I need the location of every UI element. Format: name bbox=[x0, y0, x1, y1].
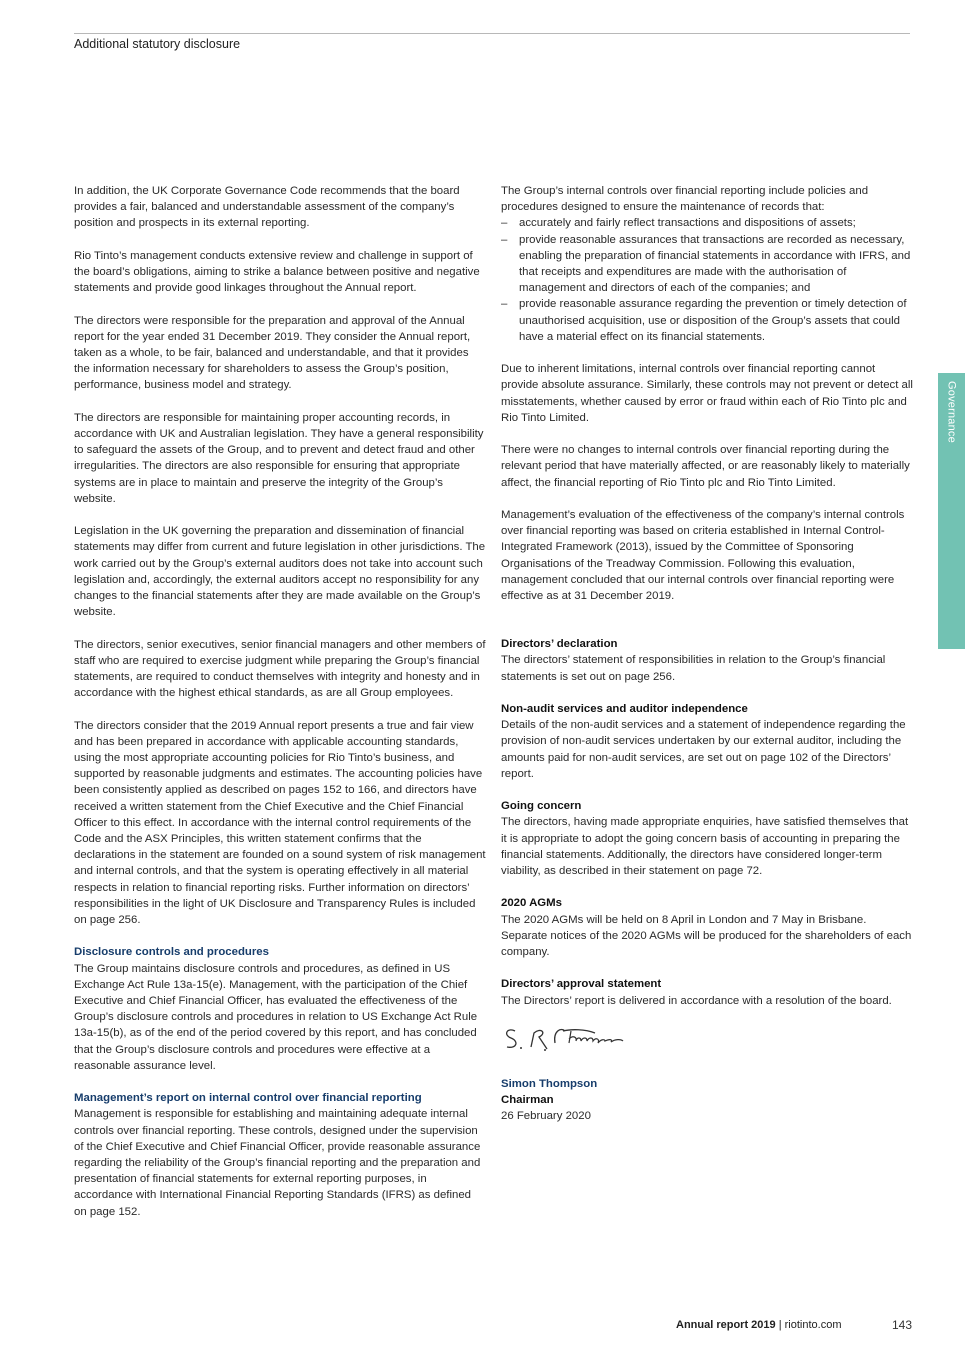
signatory-title: Chairman bbox=[501, 1094, 554, 1107]
paragraph: Rio Tinto’s management conducts extensive review and challenge in support of the board’s obligations, aiming to strike a balance between positive and negative statements and provide good linkages throughout the Annual report. bbox=[74, 249, 480, 295]
page-header-title: Additional statutory disclosure bbox=[74, 37, 241, 51]
governance-side-tab bbox=[938, 373, 965, 649]
approval-statement-text: The Directors’ report is delivered in accordance with a resolution of the board. bbox=[501, 994, 892, 1007]
agms-text: The 2020 AGMs will be held on 8 April in London and 7 May in Brisbane. Separate notices of the 2020 AGMs will be produced for the shareholders of each company. bbox=[501, 913, 912, 959]
signatory-name: Simon Thompson bbox=[501, 1078, 598, 1091]
internal-controls-list bbox=[501, 215, 913, 345]
paragraph: Due to inherent limitations, internal controls over financial reporting cannot provide absolute assurance. Similarly, these controls may not prevent or detect all misstatements, whether caused by error or fraud within each of Rio Tinto plc and Rio Tinto Limited. bbox=[501, 363, 913, 424]
page-number: 143 bbox=[892, 1318, 913, 1332]
header-rule bbox=[74, 33, 910, 34]
list-item: – provide reasonable assurances that transactions are recorded as necessary, enabling the preparation of financial statements in accordance with IFRS, and that receipts and expenditures are made with the authorisation of management and directors of each of the companies; and bbox=[501, 232, 913, 297]
paragraph: Legislation in the UK governing the preparation and dissemination of financial statements may differ from current and future legislation in other jurisdictions. The work carried out by the Group’s external auditors does not take into account such legislation and, accordingly, the external auditors accept no responsibility for any changes to the financial statements after they are made available on the Group’s website. bbox=[74, 525, 486, 619]
management-report-text: Management is responsible for establishing and maintaining adequate internal controls over financial reporting. These controls, designed under the supervision of the Chief Executive and Chief Financial Officer, provide reasonable assurance regarding the reliability of the Group’s financial reporting and the preparation and presentation of financial statements for external reporting purposes, in accordance with International Financial Reporting Standards (IFRS) as defined on page 152. bbox=[74, 1108, 481, 1218]
directors-declaration-text: The directors’ statement of responsibilities in relation to the Group’s financial statements is set out on page 256. bbox=[501, 654, 886, 683]
agms-heading: 2020 AGMs bbox=[501, 897, 562, 910]
footer-report-title: Annual report 2019 bbox=[676, 1319, 776, 1331]
paragraph: The directors were responsible for the preparation and approval of the Annual report for the year ended 31 December 2019. They consider the Annual report, taken as a whole, to be fair, balanced and understandable, and that it provides the information necessary for shareholders to assess the Group’s position, performance, business model and strategy. bbox=[74, 314, 471, 392]
management-report-heading: Management’s report on internal control over financial reporting bbox=[74, 1092, 422, 1105]
list-item: – provide reasonable assurance regarding the prevention or timely detection of unauthorised acquisition, use or disposition of the Group’s assets that could have a material effect on its financial statements. bbox=[501, 296, 913, 345]
disclosure-controls-text: The Group maintains disclosure controls and procedures, as defined in US Exchange Act Rule 13a-15(e). Management, with the participation of the Chief Executive and Chief Financial Officer, has evaluated the effectiveness of the Group’s disclosure controls and procedures in relation to US Exchange Act Rule 13a-15(b), as of the end of the period covered by this report, and has concluded that the Group’s disclosure controls and procedures were effective at a reasonable assurance level. bbox=[74, 962, 478, 1072]
non-audit-services-heading: Non-audit services and auditor independence bbox=[501, 703, 748, 716]
approval-statement-heading: Directors’ approval statement bbox=[501, 978, 662, 991]
signature-image bbox=[501, 1017, 641, 1057]
going-concern-text: The directors, having made appropriate enquiries, have satisfied themselves that it is appropriate to adopt the going concern basis of accounting in preparing the financial statements. Additionally, the directors have considered longer-term viability, as described in their statement on page 72. bbox=[501, 816, 909, 878]
paragraph: There were no changes to internal controls over financial reporting during the relevant period that have materially affected, or are reasonably likely to materially affect, the financial reporting of Rio Tinto plc and Rio Tinto Limited. bbox=[501, 444, 910, 489]
paragraph: In addition, the UK Corporate Governance Code recommends that the board provides a fair, balanced and understandable assessment of the company’s position and prospects in its external reporting. bbox=[74, 185, 460, 230]
footer-report bbox=[676, 1319, 841, 1331]
list-item: – accurately and fairly reflect transactions and dispositions of assets; bbox=[501, 215, 913, 231]
paragraph: The directors, senior executives, senior financial managers and other members of staff who are required to exercise judgment while preparing the Group’s financial statements, are required to conduct themselves with integrity and honesty and in accordance with the highest ethical standards, as are all Group employees. bbox=[74, 638, 486, 700]
going-concern-heading: Going concern bbox=[501, 800, 582, 813]
non-audit-services-text: Details of the non-audit services and a statement of independence regarding the provision of non-audit services undertaken by our external auditor, including the amounts paid for non-audit services, are set out on page 102 of the Directors’ report. bbox=[501, 719, 906, 780]
paragraph: The directors are responsible for maintaining proper accounting records, in accordance with UK and Australian legislation. They have a general responsibility to safeguard the assets of the Group, and to prevent and detect fraud and other irregularities. The directors are also responsible for ensuring that appropriate systems are in place to maintain and preserve the integrity of the Group’s website. bbox=[74, 411, 484, 505]
right-column bbox=[501, 183, 913, 1125]
footer-separator: | bbox=[775, 1319, 785, 1331]
left-column bbox=[74, 183, 486, 1236]
disclosure-controls-heading: Disclosure controls and procedures bbox=[74, 946, 269, 959]
side-tab-label: Governance bbox=[945, 381, 958, 443]
paragraph: The directors consider that the 2019 Annual report presents a true and fair view and has been prepared in accordance with applicable accounting standards, using the most appropriate accounting policies for Rio Tinto’s business, and supported by reasonable judgments and estimates. The accounting policies have been consistently applied as described on pages 152 to 166, and directors have received a written statement from the Chief Executive and the Chief Financial Officer to this effect. In accordance with the internal control requirements of the Code and the ASX Principles, this written statement confirms that the declarations in the statement are founded on a sound system of risk management and internal controls, and that the system is operating effectively in all material respects in relation to financial reporting risks. Further information on directors’ responsibilities in the light of UK Disclosure and Transparency Rules is included on page 256. bbox=[74, 719, 486, 927]
signature-date: 26 February 2020 bbox=[501, 1110, 591, 1123]
paragraph: Management’s evaluation of the effectiveness of the company’s internal controls over financial reporting was based on criteria established in Internal Control-Integrated Framework (2013), issued by the Committee of Sponsoring Organisations of the Treadway Commission. Following this evaluation, management concluded that our internal controls over financial reporting were effective as at 31 December 2019. bbox=[501, 509, 905, 603]
internal-controls-intro: The Group’s internal controls over financial reporting include policies and procedures designed to ensure the maintenance of records that: bbox=[501, 185, 869, 214]
footer-website: riotinto.com bbox=[784, 1319, 842, 1331]
directors-declaration-heading: Directors’ declaration bbox=[501, 638, 618, 651]
